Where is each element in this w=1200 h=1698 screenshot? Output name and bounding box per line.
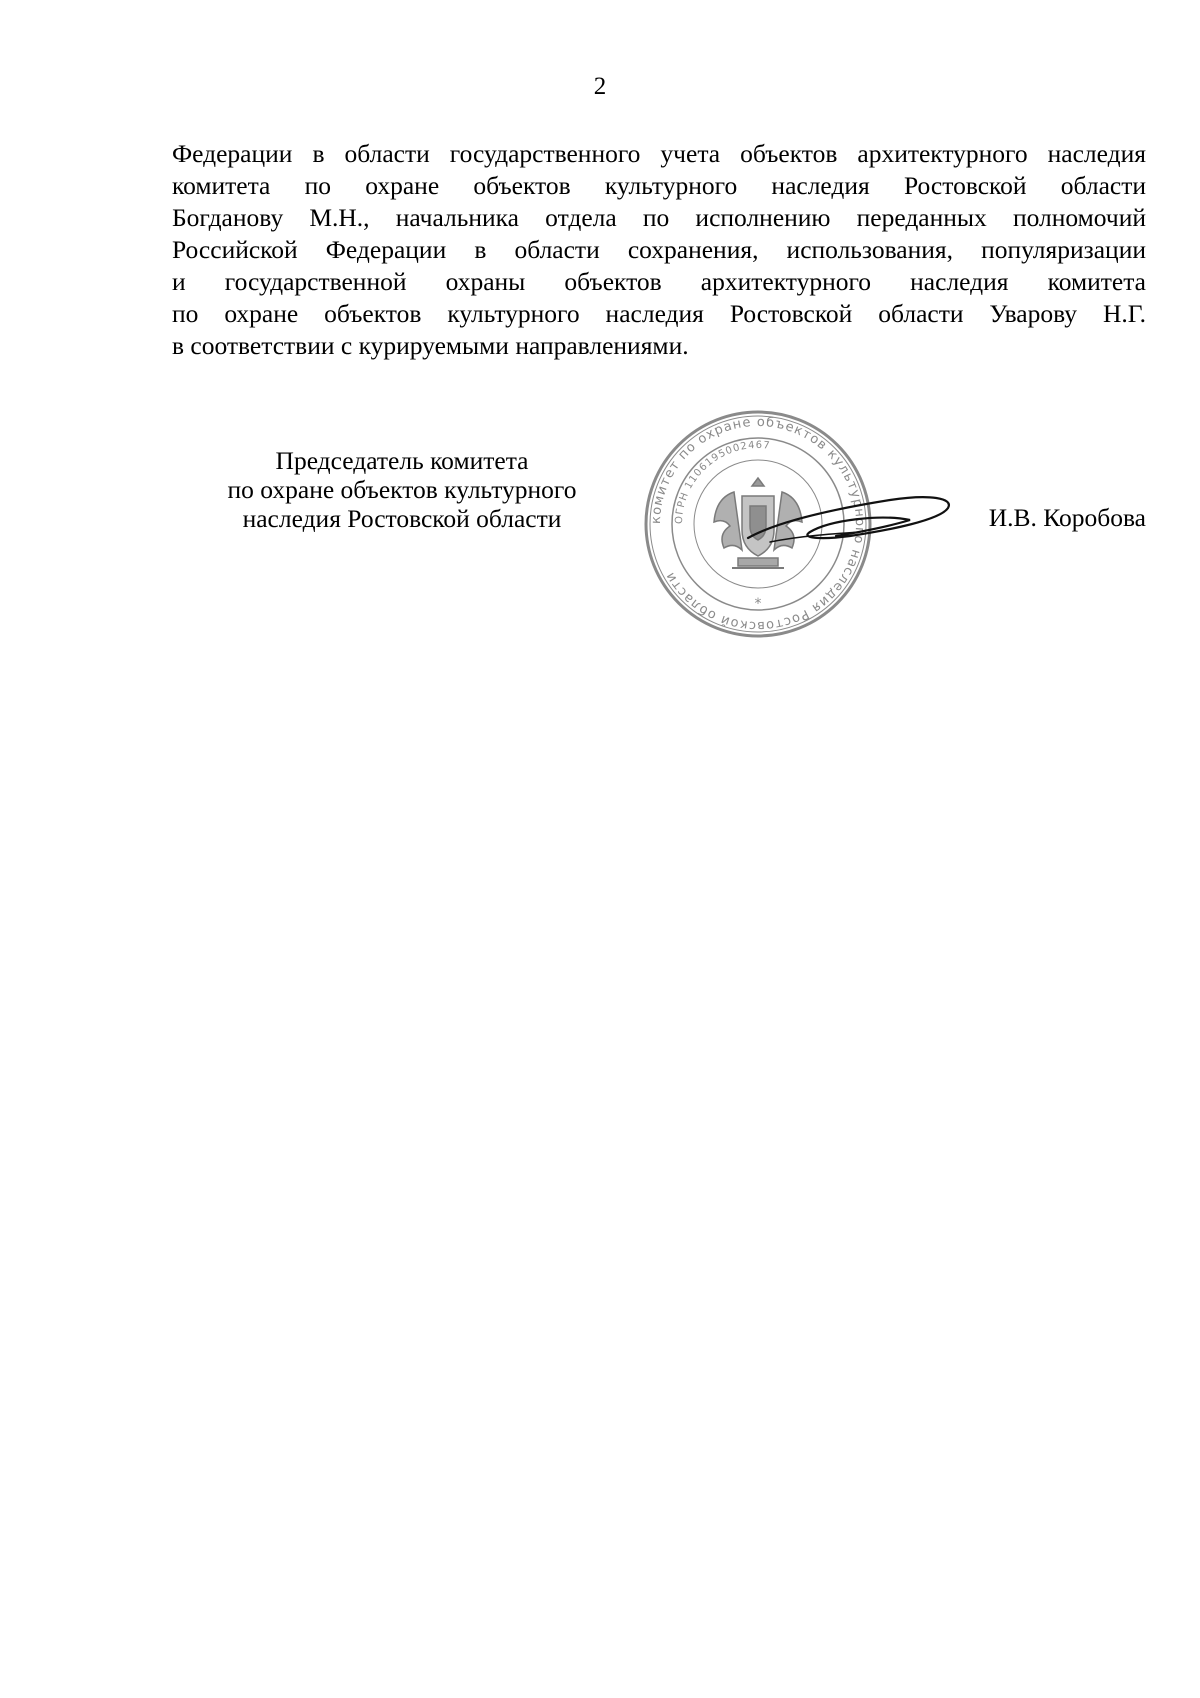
- seal-outer-text: комитет по охране объектов культурного наследия Ростовской области: [648, 414, 868, 634]
- signer-position-line: Председатель комитета: [275, 446, 529, 475]
- seal-inner-text: ОГРН 1106195002467: [673, 439, 772, 525]
- body-paragraph: [172, 138, 1146, 362]
- body-line: и государственной охраны объектов архитектурного наследия комитета: [172, 267, 1146, 296]
- handwritten-signature: [740, 480, 960, 570]
- svg-text:*: *: [754, 596, 762, 612]
- signer-position-line: наследия Ростовской области: [242, 504, 562, 533]
- body-line: комитета по охране объектов культурного наследия Ростовской области: [172, 171, 1146, 200]
- signer-position-line: по охране объектов культурного: [227, 475, 577, 504]
- signer-name: И.В. Коробова: [988, 503, 1146, 532]
- signer-position: [182, 446, 622, 533]
- body-line: по охране объектов культурного наследия Ростовской области Уварову Н.Г.: [172, 299, 1146, 328]
- page-number: 2: [593, 73, 607, 100]
- body-line: в соответствии с курируемыми направлениями.: [172, 331, 689, 360]
- body-line: Богданову М.Н., начальника отдела по исполнению переданных полномочий: [172, 203, 1146, 232]
- body-line: Российской Федерации в области сохранения, использования, популяризации: [172, 235, 1146, 264]
- body-line: Федерации в области государственного учета объектов архитектурного наследия: [172, 139, 1146, 168]
